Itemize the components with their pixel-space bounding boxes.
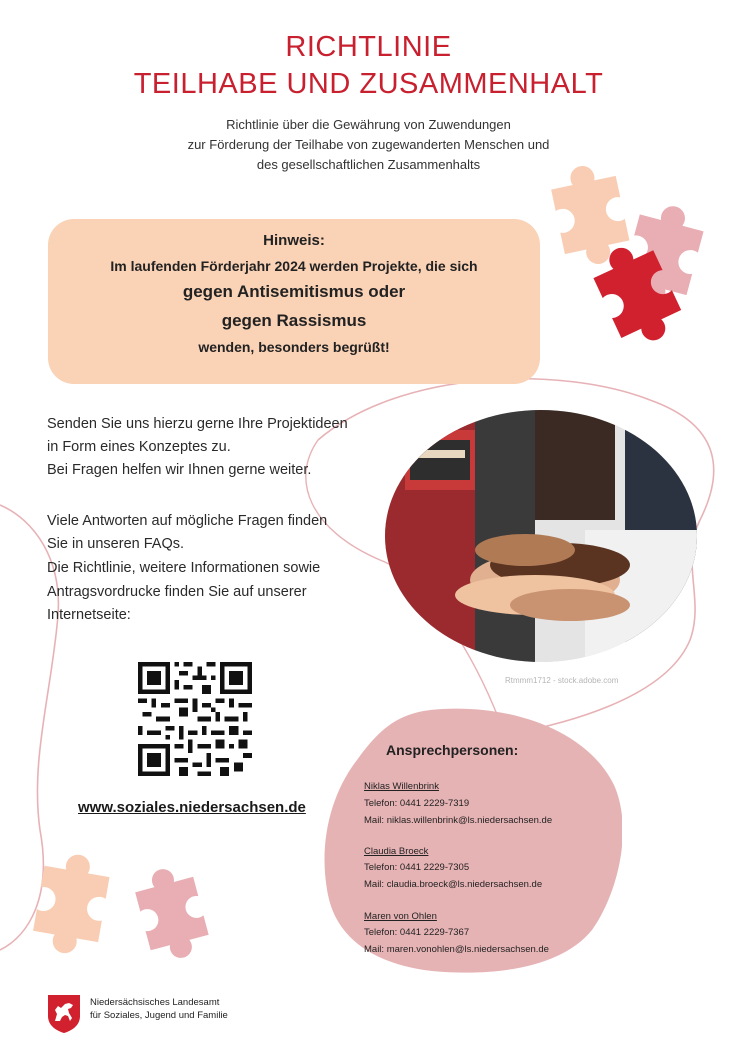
hint-text: gegen Rassismus [221,311,367,330]
subtitle-line: zur Förderung der Teilhabe von zugewanderten Menschen und [187,137,550,152]
body-text-line: Internetseite: [47,607,131,623]
body-text-line: in Form eines Konzeptes zu. [47,439,231,455]
contact-phone: Telefon: 0441 2229-7319 [364,798,470,809]
contact-name: Maren von Ohlen [364,911,437,922]
hint-title: Hinweis: [263,232,325,249]
title-line-2: TEILHABE UND ZUSAMMENHALT [133,68,604,100]
body-text-line: Senden Sie uns hierzu gerne Ihre Projektideen [47,416,348,432]
title-line-1: RICHTLINIE [285,31,452,63]
contact-phone: Telefon: 0441 2229-7305 [364,862,470,873]
hint-text: gegen Antisemitismus oder [182,282,406,301]
agency-name-line: Niedersächsisches Landesamt [90,997,220,1008]
body-text-line: Viele Antworten auf mögliche Fragen finden [47,513,328,529]
qr-code[interactable] [138,662,252,776]
subtitle-line: des gesellschaftlichen Zusammenhalts [256,157,481,172]
agency-name-line: für Soziales, Jugend und Familie [90,1010,228,1021]
contacts-title: Ansprechpersonen: [386,742,519,758]
puzzle-pieces-top-icon [525,150,737,360]
photo-credit: Rtmmm1712 - stock.adobe.com [505,676,619,685]
lower-saxony-horse-logo-icon [47,994,81,1034]
hint-text: wenden, besonders begrüßt! [198,339,390,355]
contact-mail[interactable]: Mail: maren.vonohlen@ls.niedersachsen.de [364,944,549,955]
contact-name: Niklas Willenbrink [364,781,439,792]
body-text-line: Sie in unseren FAQs. [47,536,185,552]
contact-name: Claudia Broeck [364,846,429,857]
hint-text: Im laufenden Förderjahr 2024 werden Projekte, die sich [110,258,478,274]
website-link[interactable]: www.soziales.niedersachsen.de [78,799,306,816]
subtitle-line: Richtlinie über die Gewährung von Zuwendungen [226,117,511,132]
contact-mail[interactable]: Mail: claudia.broeck@ls.niedersachsen.de [364,879,543,890]
contact-mail[interactable]: Mail: niklas.willenbrink@ls.niedersachsen.de [364,815,553,826]
stacked-hands-photo [385,410,697,662]
body-text-line: Bei Fragen helfen wir Ihnen gerne weiter. [47,462,312,478]
contact-phone: Telefon: 0441 2229-7367 [364,927,470,938]
puzzle-pieces-bottom-icon [30,828,220,958]
body-text-line: Die Richtlinie, weitere Informationen sowie [47,560,321,576]
body-text-line: Antragsvordrucke finden Sie auf unserer [47,584,307,600]
